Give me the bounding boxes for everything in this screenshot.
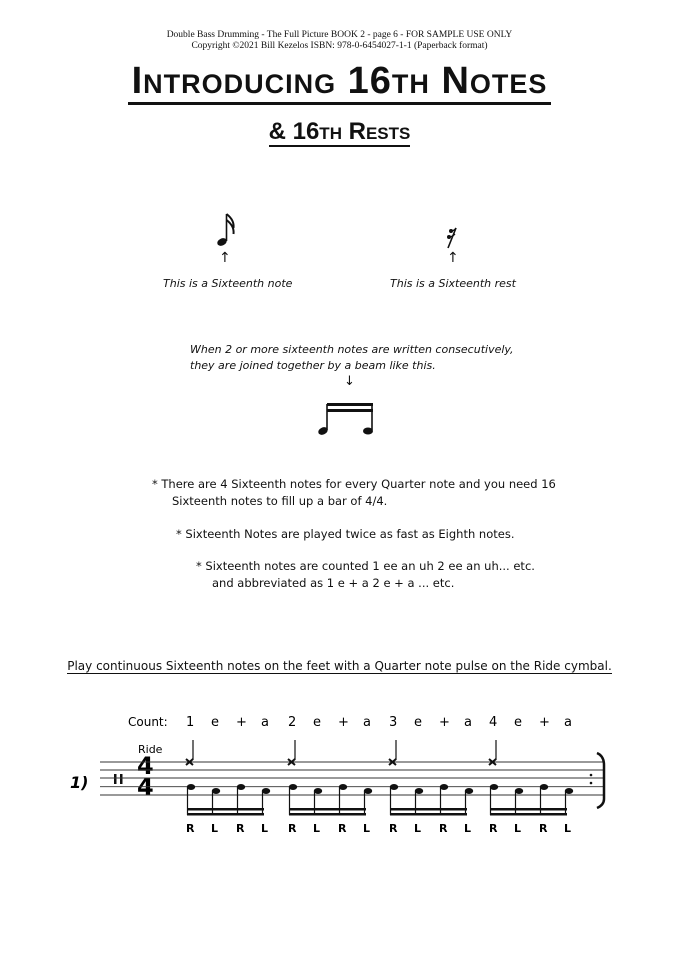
up-arrow-icon: ↑: [447, 250, 459, 266]
beam: [289, 813, 366, 816]
sticking-letter: R: [389, 822, 398, 835]
notes: [186, 715, 573, 835]
sticking-letter: L: [414, 822, 422, 835]
down-arrow-icon: ↓: [344, 374, 355, 389]
count-syllable: e: [514, 715, 522, 730]
count-syllable: a: [564, 715, 572, 730]
page-title: [0, 60, 679, 103]
count-syllable: +: [539, 715, 550, 730]
sticking-letter: R: [539, 822, 548, 835]
count-syllable: 2: [288, 715, 297, 730]
count-syllable: e: [414, 715, 422, 730]
header-line-2: Copyright ©2021 Bill Kezelos ISBN: 978-0-6454027-1-1 (Paperback format): [191, 41, 488, 51]
sticking-letter: L: [261, 822, 269, 835]
percussion-clef-icon: [114, 774, 117, 784]
sixteenth-note-icon: [216, 214, 234, 247]
bullet-3: [196, 558, 535, 592]
ride-label: Ride: [138, 743, 163, 756]
bullet-1-line-2: Sixteenth notes to fill up a bar of 4/4.: [172, 494, 388, 508]
end-repeat-barline: [597, 753, 604, 808]
beamed-sixteenths-icon: [317, 403, 373, 436]
sixteenth-rest-icon: [447, 228, 456, 248]
count-syllable: a: [261, 715, 269, 730]
beam: [289, 808, 366, 811]
count-syllable: e: [313, 715, 321, 730]
staff-lines: [100, 762, 603, 795]
beam: [187, 813, 264, 816]
beam: [490, 808, 567, 811]
sticking-letter: L: [564, 822, 572, 835]
count-syllable: +: [236, 715, 247, 730]
bullet-3-line-2: and abbreviated as 1 e + a 2 e + a ... etc.: [212, 576, 455, 590]
instruction-text: Play continuous Sixteenth notes on the feet with a Quarter note pulse on the Ride cymbal.: [67, 659, 612, 673]
title-text: Introducing 16th Notes: [128, 60, 552, 105]
sticking-letter: R: [439, 822, 448, 835]
symbol-illustrations: [0, 200, 679, 440]
rest-caption: This is a Sixteenth rest: [390, 277, 516, 290]
sticking-letter: L: [313, 822, 321, 835]
sticking-letter: R: [288, 822, 297, 835]
count-label: Count:: [128, 715, 168, 729]
beam: [490, 813, 567, 816]
count-syllable: 3: [389, 715, 398, 730]
sticking-letter: L: [363, 822, 371, 835]
up-arrow-icon: ↑: [219, 250, 231, 266]
count-syllable: 1: [186, 715, 195, 730]
bullet-1: [152, 476, 556, 510]
beam-text-line-2: they are joined together by a beam like this.: [190, 359, 436, 372]
percussion-clef-icon: [120, 774, 123, 784]
beam: [187, 808, 264, 811]
repeat-dot: [590, 774, 593, 777]
count-syllable: a: [363, 715, 371, 730]
beam-text-line-1: When 2 or more sixteenth notes are written consecutively,: [190, 343, 514, 356]
count-syllable: 4: [489, 715, 498, 730]
count-syllable: +: [338, 715, 349, 730]
beam: [390, 808, 467, 811]
count-syllable: a: [464, 715, 472, 730]
time-sig-top: 4: [137, 752, 154, 780]
sticking-letter: R: [338, 822, 347, 835]
exercise-number: 1): [70, 773, 89, 792]
repeat-dot: [590, 782, 593, 785]
sticking-letter: L: [211, 822, 219, 835]
subtitle-text: & 16th Rests: [268, 118, 411, 145]
bullet-2: * Sixteenth Notes are played twice as fast as Eighth notes.: [176, 527, 515, 541]
bullet-1-line-1: * There are 4 Sixteenth notes for every Quarter note and you need 16: [152, 477, 556, 491]
beam: [390, 813, 467, 816]
beam-explanation: [190, 342, 514, 374]
exercise-instruction: [0, 659, 679, 673]
drum-staff: [0, 700, 679, 850]
page-subtitle: [0, 118, 679, 146]
count-syllable: e: [211, 715, 219, 730]
header-line-1: Double Bass Drumming - The Full Picture BOOK 2 - page 6 - FOR SAMPLE USE ONLY: [166, 30, 513, 40]
time-sig-bottom: 4: [137, 773, 154, 801]
sticking-letter: L: [464, 822, 472, 835]
sticking-letter: R: [489, 822, 498, 835]
bullet-3-line-1: * Sixteenth notes are counted 1 ee an uh 2 ee an uh... etc.: [196, 559, 535, 573]
sticking-letter: L: [514, 822, 522, 835]
sticking-letter: R: [236, 822, 245, 835]
sticking-letter: R: [186, 822, 195, 835]
note-caption: This is a Sixteenth note: [163, 277, 293, 290]
count-syllable: +: [439, 715, 450, 730]
